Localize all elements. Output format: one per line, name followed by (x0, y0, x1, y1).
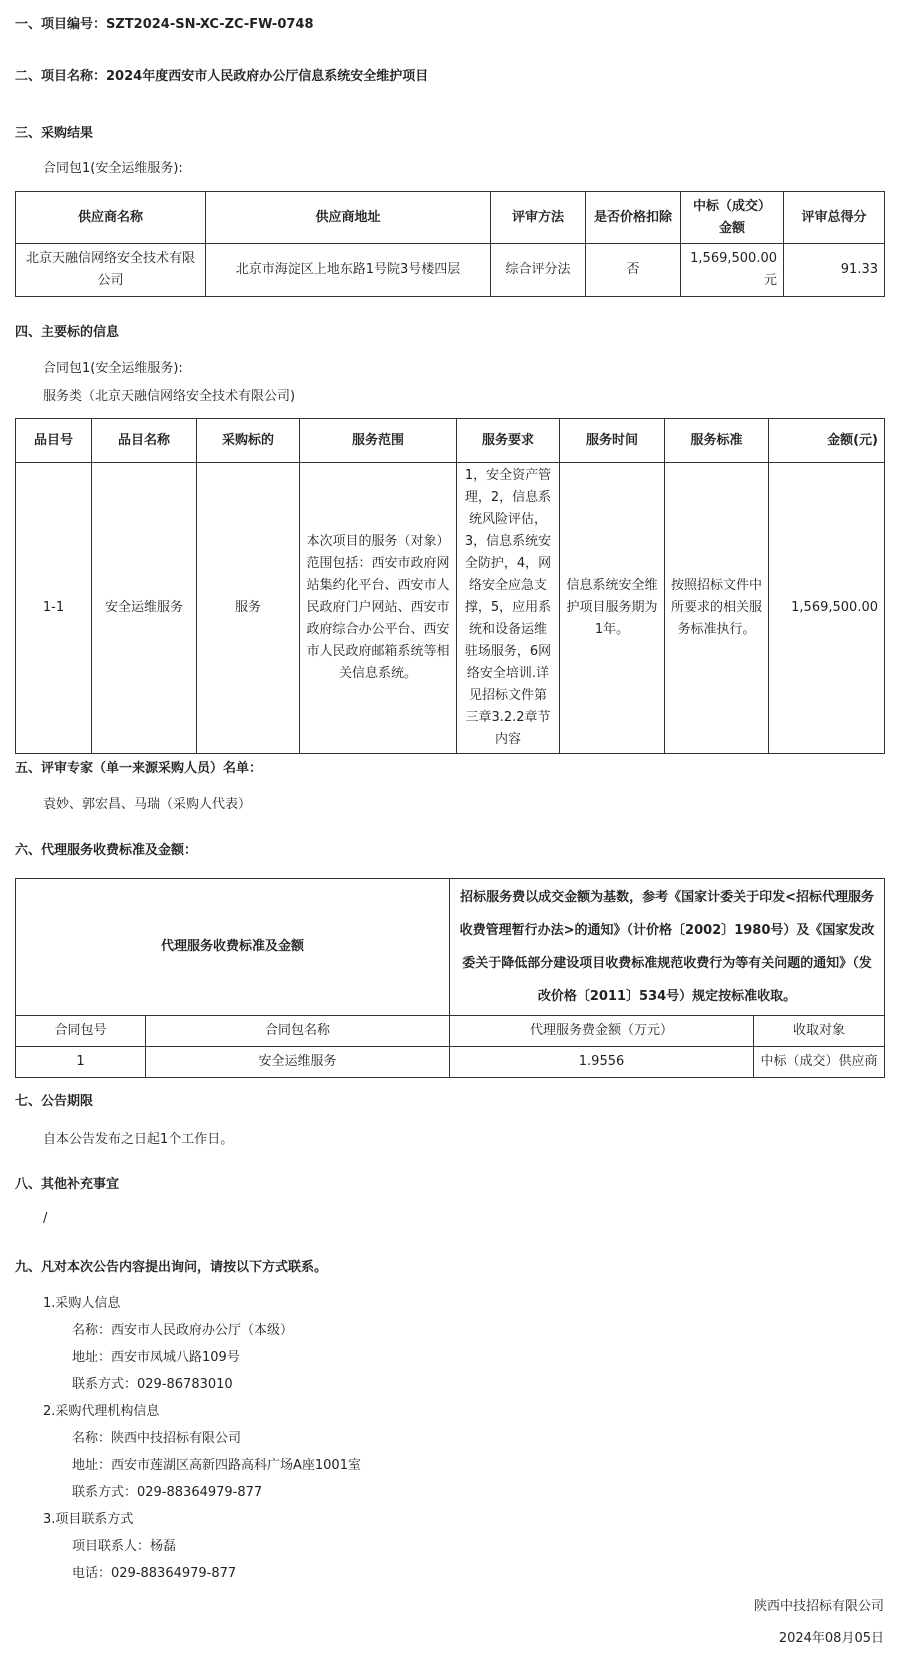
header-cell: 供应商名称 (16, 192, 206, 244)
other-matters: / (43, 1211, 48, 1226)
service-requirements: 1，安全资产管理，2，信息系统风险评估，3，信息系统安全防护，4，网络安全应急支撑，5，应用系统和设备运维驻场服务，6网络安全培训.详见招标文件第三章3.2.2章节内容 (457, 463, 560, 754)
header-cell: 代理服务费金额（万元） (450, 1016, 754, 1047)
amount: 1,569,500.00 (769, 463, 885, 754)
project-name: 二、项目名称：2024年度西安市人民政府办公厅信息系统安全维护项目 (15, 69, 429, 84)
service-standard: 按照招标文件中所要求的相关服务标准执行。 (665, 463, 769, 754)
fee-standard-description: 招标服务费以成交金额为基数，参考《国家计委关于印发<招标代理服务收费管理暂行办法>的通知》（计价格〔2002〕1980号）及《国家发改委关于降低部分建设项目收费标准规范收费行为等有关问题的通知》（发改价格〔2011〕534号）规定按标准收取。 (450, 879, 885, 1016)
fee-payer: 中标（成交）供应商 (754, 1047, 885, 1078)
header-cell: 合同包号 (16, 1016, 146, 1047)
header-cell: 采购标的 (197, 419, 300, 463)
table-row (16, 463, 885, 754)
footer-company: 陕西中技招标有限公司 (753, 1599, 884, 1614)
table-row (16, 244, 885, 297)
header-cell: 服务范围 (300, 419, 457, 463)
section-4-title: 四、主要标的信息 (15, 325, 120, 340)
agency-name: 名称：陕西中技招标有限公司 (72, 1431, 242, 1446)
total-score: 91.33 (784, 244, 885, 297)
purchaser-title: 1.采购人信息 (43, 1296, 121, 1311)
section-3-title: 三、采购结果 (15, 126, 94, 141)
project-number: 一、项目编号：SZT2024-SN-XC-ZC-FW-0748 (15, 17, 314, 32)
purchaser-contact: 联系方式：029-86783010 (72, 1377, 233, 1392)
project-contact-phone: 电话：029-88364979-877 (72, 1566, 237, 1581)
header-cell: 服务时间 (560, 419, 665, 463)
supplier-name: 北京天融信网络安全技术有限公司 (16, 244, 206, 297)
item-number: 1-1 (16, 463, 92, 754)
section-8-title: 八、其他补充事宜 (15, 1177, 120, 1192)
header-cell: 金额(元) (769, 419, 885, 463)
review-method: 综合评分法 (491, 244, 586, 297)
header-cell: 品目号 (16, 419, 92, 463)
table-row (16, 1047, 885, 1078)
table-header-row (16, 1016, 885, 1047)
expert-names: 袁妙、郭宏昌、马瑞（采购人代表） (43, 797, 252, 812)
project-contact-title: 3.项目联系方式 (43, 1512, 134, 1527)
header-cell: 供应商地址 (206, 192, 491, 244)
service-time: 信息系统安全维护项目服务期为1年。 (560, 463, 665, 754)
section-5-title: 五、评审专家（单一来源采购人员）名单： (15, 761, 263, 776)
purchaser-address: 地址：西安市凤城八路109号 (72, 1350, 240, 1365)
header-cell: 服务标准 (665, 419, 769, 463)
package-name: 安全运维服务 (146, 1047, 450, 1078)
section-4-package: 合同包1(安全运维服务): (43, 361, 183, 376)
header-cell: 中标（成交）金额 (681, 192, 784, 244)
table-header-row (16, 192, 885, 244)
fee-standard-label: 代理服务收费标准及金额 (16, 879, 450, 1016)
section-9-title: 九、凡对本次公告内容提出询问，请按以下方式联系。 (15, 1260, 328, 1275)
header-cell: 收取对象 (754, 1016, 885, 1047)
procurement-subject: 服务 (197, 463, 300, 754)
project-contact-person: 项目联系人：杨磊 (72, 1539, 177, 1554)
header-cell: 评审总得分 (784, 192, 885, 244)
agency-address: 地址：西安市莲湖区高新四路高科广场A座1001室 (72, 1458, 361, 1473)
section-6-title: 六、代理服务收费标准及金额： (15, 843, 198, 858)
procurement-result-table (15, 191, 885, 297)
fee-amount: 1.9556 (450, 1047, 754, 1078)
service-scope: 本次项目的服务（对象）范围包括：西安市政府网站集约化平台、西安市人民政府门户网站、西安市政府综合办公平台、西安市人民政府邮箱系统等相关信息系统。 (300, 463, 457, 754)
table-header-row (16, 419, 885, 463)
agency-fee-table (15, 878, 885, 1078)
item-name: 安全运维服务 (92, 463, 197, 754)
subject-info-table (15, 418, 885, 754)
agency-contact: 联系方式：029-88364979-877 (72, 1485, 263, 1500)
agency-title: 2.采购代理机构信息 (43, 1404, 160, 1419)
section-3-package: 合同包1(安全运维服务): (43, 161, 183, 176)
header-cell: 服务要求 (457, 419, 560, 463)
header-cell: 评审方法 (491, 192, 586, 244)
header-cell: 合同包名称 (146, 1016, 450, 1047)
package-number: 1 (16, 1047, 146, 1078)
price-deduction: 否 (586, 244, 681, 297)
header-cell: 是否价格扣除 (586, 192, 681, 244)
fee-standard-row (16, 879, 885, 1016)
section-4-category: 服务类（北京天融信网络安全技术有限公司) (43, 389, 296, 404)
bid-amount: 1,569,500.00元 (681, 244, 784, 297)
footer-date: 2024年08月05日 (778, 1631, 884, 1646)
section-7-title: 七、公告期限 (15, 1094, 94, 1109)
header-cell: 品目名称 (92, 419, 197, 463)
notice-period: 自本公告发布之日起1个工作日。 (43, 1132, 234, 1147)
supplier-address: 北京市海淀区上地东路1号院3号楼四层 (206, 244, 491, 297)
purchaser-name: 名称：西安市人民政府办公厅（本级） (72, 1323, 294, 1338)
